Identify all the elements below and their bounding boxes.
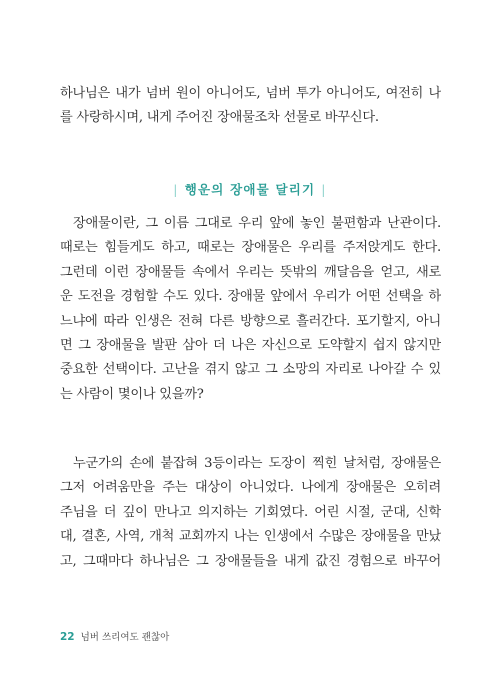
section-heading <box>0 180 500 200</box>
paragraph-line: 장애물이란, 그 이름 그대로 우리 앞에 놓인 불편함과 난관이다. <box>73 216 441 231</box>
intro-line: 하나님은 내가 넘버 원이 아니어도, 넘버 투가 아니어도, 여전히 나 <box>60 86 441 101</box>
body-paragraph-2 <box>60 452 441 574</box>
paragraph-line: 대, 결혼, 사역, 개척 교회까지 나는 인생에서 수많은 장애물을 만났 <box>60 529 441 545</box>
heading-bar-left: | <box>173 182 179 197</box>
paragraph-line: 주님을 더 깊이 만나고 의지하는 기회였다. 어린 시절, 군대, 신학 <box>60 504 441 520</box>
paragraph-line: 고, 그때마다 하나님은 그 장애물들을 내게 값진 경험으로 바꾸어 <box>60 553 441 569</box>
intro-paragraph <box>60 82 441 131</box>
section-title: 행운의 장애물 달리기 <box>184 182 316 197</box>
paragraph-line: 운 도전을 경험할 수도 있다. 장애물 앞에서 우리가 어떤 선택을 하 <box>60 289 441 305</box>
paragraph-line: 면 그 장애물을 발판 삼아 더 나은 자신으로 도약할지 쉽지 않지만 <box>60 337 441 353</box>
paragraph-line: 는 사람이 몇이나 있을까? <box>60 386 204 402</box>
running-title: 넘버 쓰리여도 괜찮아 <box>80 632 170 643</box>
intro-line: 를 사랑하시며, 내게 주어진 장애물조차 선물로 바꾸신다. <box>60 110 379 126</box>
paragraph-line: 그런데 이런 장애물들 속에서 우리는 뜻밖의 깨달음을 얻고, 새로 <box>60 264 441 280</box>
body-paragraph-1 <box>60 212 441 407</box>
paragraph-line: 누군가의 손에 붙잡혀 3등이라는 도장이 찍힌 날처럼, 장애물은 <box>73 456 441 471</box>
paragraph-line: 느냐에 따라 인생은 전혀 다른 방향으로 흘러간다. 포기할지, 아니 <box>60 313 441 329</box>
paragraph-line: 중요한 선택이다. 고난을 겪지 않고 그 소망의 자리로 나아갈 수 있 <box>60 362 441 378</box>
page-footer <box>60 630 169 645</box>
page-number: 22 <box>60 631 75 643</box>
heading-bar-right: | <box>321 182 327 197</box>
paragraph-line: 때로는 힘들게도 하고, 때로는 장애물은 우리를 주저앉게도 한다. <box>60 240 441 256</box>
paragraph-line: 그저 어려움만을 주는 대상이 아니었다. 나에게 장애물은 오히려 <box>60 480 441 496</box>
